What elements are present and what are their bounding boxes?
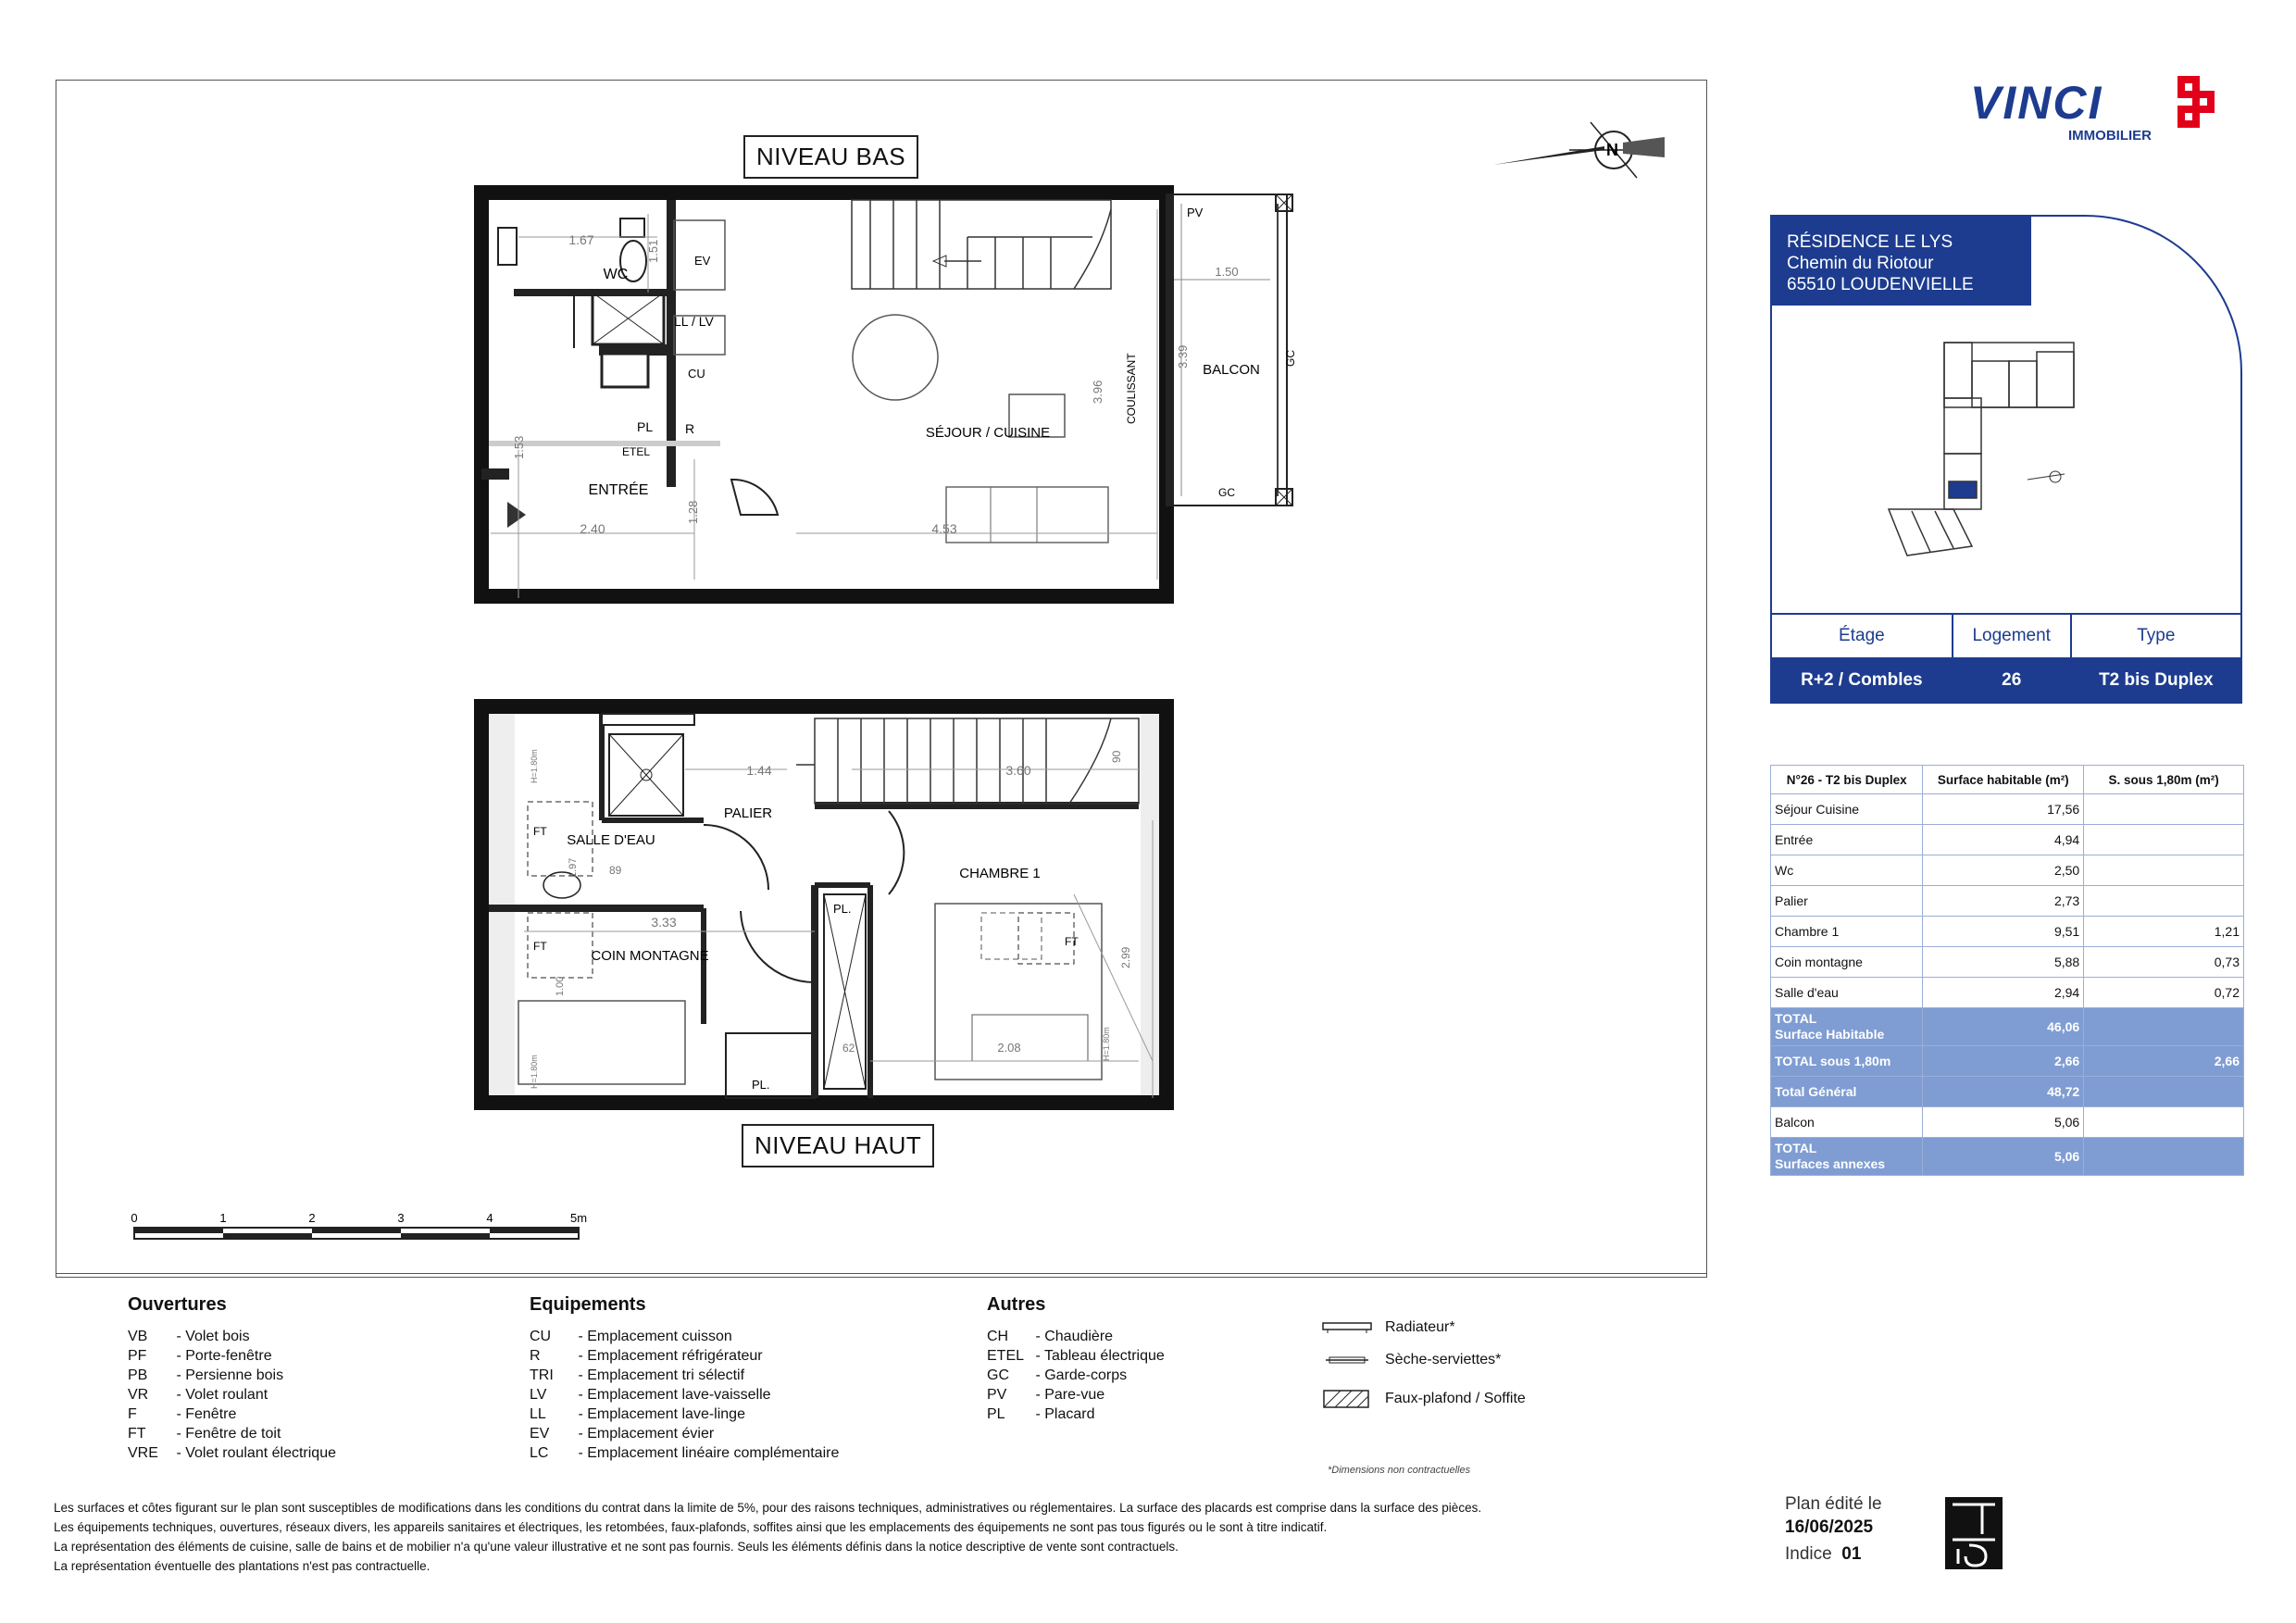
seche-serviettes-icon [1322,1354,1372,1367]
total-hab-line1: TOTAL [1775,1011,1817,1026]
balcon-value: 5,06 [1923,1107,2084,1138]
faux-plafond-icon [1322,1389,1372,1409]
autre-code: PL [987,1406,1005,1422]
label-ft-chambre: FT [1065,935,1079,948]
legend-ouvertures-title: Ouvertures [128,1294,227,1315]
surface-row [1771,978,2244,1008]
surface-row [1771,947,2244,978]
residence-name: RÉSIDENCE LE LYS [1787,232,1953,252]
dim-4-53: 4.53 [931,521,957,536]
ouverture-label: Fenêtre [185,1406,237,1422]
ouverture-item: PB - Persienne bois [128,1367,284,1383]
surface-habitable: 5,88 [1923,947,2084,978]
total-annexes-row [1771,1138,2244,1176]
dim-90: 90 [1110,750,1123,763]
equipement-label: Emplacement lave-linge [587,1406,745,1422]
radiateur-icon [1322,1321,1372,1334]
legend-seche-label: Sèche-serviettes* [1385,1352,1502,1367]
legend-faux-label: Faux-plafond / Soffite [1385,1391,1526,1406]
ouverture-item: VB - Volet bois [128,1329,250,1344]
equipement-label: Emplacement cuisson [587,1329,732,1344]
equipement-item: TRI - Emplacement tri sélectif [530,1367,745,1383]
surface-habitable: 17,56 [1923,794,2084,825]
surface-sous: 1,21 [2084,917,2244,947]
surface-sous: 0,73 [2084,947,2244,978]
dim-1-53: 1.53 [512,435,526,459]
dim-62: 62 [842,1042,855,1055]
ouverture-code: PF [128,1348,147,1364]
legend-radiateur [1322,1315,1526,1341]
residence-header [1770,215,2031,306]
architect-stamp-icon [1945,1497,2003,1569]
surface-sous [2084,886,2244,917]
total-annexes-line2: Surfaces annexes [1775,1156,1886,1171]
equipement-code: LC [530,1445,549,1461]
level-high-label: NIVEAU HAUT [742,1124,934,1167]
info-value-logement: 26 [1953,658,2071,703]
total-sous-row [1771,1046,2244,1077]
label-pl-bottom: PL. [752,1078,770,1092]
legend-seche [1322,1341,1526,1380]
surface-habitable: 9,51 [1923,917,2084,947]
dimensions-note: *Dimensions non contractuelles [1328,1465,1471,1476]
scale-tick-5: 5m [569,1211,588,1225]
disclaimer-line: La représentation éventuelle des plantations n'est pas contractuelle. [54,1559,430,1573]
scale-tick-0: 0 [131,1211,138,1225]
ouverture-label: Volet roulant électrique [185,1445,336,1461]
surface-room: Coin montagne [1771,947,1923,978]
equipement-label: Emplacement réfrigérateur [587,1348,763,1364]
dim-3-96: 3.96 [1091,380,1104,404]
legend-symbols [1322,1315,1526,1418]
autre-code: CH [987,1329,1009,1344]
surface-room: Entrée [1771,825,1923,855]
equipement-code: R [530,1348,541,1364]
equipement-label: Emplacement linéaire complémentaire [587,1445,840,1461]
ouverture-label: Volet roulant [185,1387,268,1403]
surface-room: Salle d'eau [1771,978,1923,1008]
residence-city: 65510 LOUDENVIELLE [1787,275,1974,294]
label-ft-sde: FT [533,825,547,838]
dim-1-00: 1.00 [555,976,566,996]
equipement-item: LV - Emplacement lave-vaisselle [530,1387,771,1403]
surface-room: Wc [1771,855,1923,886]
vinci-logo [1970,76,2152,144]
surface-sous: 0,72 [2084,978,2244,1008]
autre-label: Garde-corps [1044,1367,1128,1383]
ouverture-label: Porte-fenêtre [185,1348,272,1364]
equipement-item: LC - Emplacement linéaire complémentaire [530,1445,840,1461]
room-pl: PL [637,419,654,434]
surf-header-unit: N°26 - T2 bis Duplex [1771,766,1923,794]
surface-sous [2084,794,2244,825]
dim-1-97: 1.97 [568,857,579,878]
surface-habitable: 4,94 [1923,825,2084,855]
room-wc: WC [603,267,629,282]
total-sous-value2: 2,66 [2084,1046,2244,1077]
disclaimer-line: Les surfaces et côtes figurant sur le plan sont susceptibles de modifications dans les conditions du contrat dans la limite de 5%, pour des raisons techniques, administratives ou réglementaires. La surface des placards est comprise dans la surface des pièces. [54,1501,1482,1515]
autre-label: Pare-vue [1044,1387,1105,1403]
total-habitable-row [1771,1008,2244,1046]
room-ll-lv: LL / LV [674,314,714,329]
equipement-code: LL [530,1406,546,1422]
autre-item: ETEL - Tableau électrique [987,1348,1165,1364]
svg-text:N: N [1606,141,1618,159]
dim-2-40: 2.40 [580,521,605,536]
scale-bar [131,1211,587,1239]
upper-level-plan [481,706,1167,1103]
disclaimer-line: Les équipements techniques, ouvertures, réseaux divers, les appareils sanitaires et électriques, les retombées, faux-plafonds, soffites ainsi que les emplacements des équipements ne sont pas tous figurés ou le sont à titre indicatif. [54,1520,1328,1534]
ouverture-code: VRE [128,1445,158,1461]
room-etel: ETEL [622,445,651,458]
room-ev: EV [694,254,711,268]
equipement-item: R - Emplacement réfrigérateur [530,1348,763,1364]
equipement-code: TRI [530,1367,554,1383]
info-header-type: Type [2071,614,2241,658]
room-r: R [685,421,695,436]
disclaimer-line: La représentation des éléments de cuisine, salle de bains et de mobilier n'a qu'une valeur illustrative et ne sont pas fournis. Seuls les éléments définis dans la notice descriptive de vente sont contractuels. [54,1540,1179,1554]
surface-row [1771,886,2244,917]
dim-2-08: 2.08 [997,1041,1021,1055]
autre-label: Chaudière [1044,1329,1114,1344]
autre-code: PV [987,1387,1007,1403]
surface-row [1771,917,2244,947]
surface-room: Chambre 1 [1771,917,1923,947]
brand-name: VINCI [1970,77,2103,129]
room-entree: ENTRÉE [588,482,649,498]
h180-c: H=1.80m [1102,1027,1111,1061]
scale-tick-4: 4 [486,1211,493,1225]
room-balcon: BALCON [1203,362,1260,378]
legend-ouvertures [128,1294,336,1463]
dim-3-39: 3.39 [1176,344,1190,368]
equipement-code: CU [530,1329,552,1344]
autre-item: PV - Pare-vue [987,1387,1105,1403]
ouverture-label: Fenêtre de toit [185,1426,281,1442]
surface-habitable: 2,94 [1923,978,2084,1008]
edition-info [1785,1492,1882,1566]
equipement-label: Emplacement tri sélectif [587,1367,745,1383]
label-coulissant: COULISSANT [1125,353,1138,424]
info-value-etage: R+2 / Combles [1771,658,1953,703]
scale-tick-1: 1 [219,1211,227,1225]
equipement-item: EV - Emplacement évier [530,1426,715,1442]
ouverture-item: F - Fenêtre [128,1406,237,1422]
legend-autres-title: Autres [987,1294,1046,1315]
ouverture-code: VB [128,1329,148,1344]
legend-autres [987,1294,1165,1424]
ouverture-code: PB [128,1367,148,1383]
autre-item: CH - Chaudière [987,1329,1114,1344]
ouverture-item: VRE - Volet roulant électrique [128,1445,336,1461]
legend-radiateur-label: Radiateur* [1385,1319,1455,1335]
equipement-code: EV [530,1426,550,1442]
dim-3-60: 3.60 [1005,763,1031,778]
equipement-label: Emplacement lave-vaisselle [587,1387,771,1403]
balcon-row [1771,1107,2244,1138]
surface-habitable: 2,73 [1923,886,2084,917]
info-header-etage: Étage [1771,614,1953,658]
total-hab-value: 46,06 [1923,1008,2084,1046]
unit-info-table [1770,613,2242,704]
room-palier: PALIER [723,805,773,821]
autre-code: GC [987,1367,1009,1383]
equipement-code: LV [530,1387,547,1403]
autre-label: Tableau électrique [1043,1348,1165,1364]
ouverture-item: FT - Fenêtre de toit [128,1426,281,1442]
level-low-label: NIVEAU BAS [743,135,918,179]
ouverture-label: Persienne bois [185,1367,284,1383]
total-sous-label: TOTAL sous 1,80m [1771,1046,1923,1077]
surface-sous [2084,825,2244,855]
edition-date: 16/06/2025 [1785,1517,1874,1537]
dim-1-50: 1.50 [1215,265,1239,279]
total-general-row [1771,1077,2244,1107]
label-pv: PV [1187,206,1204,219]
floor-plan-drawing [56,80,1707,1274]
room-salle-eau: SALLE D'EAU [567,832,655,848]
indice-value: 01 [1841,1544,1862,1564]
info-header-logement: Logement [1953,614,2071,658]
equipement-item: LL - Emplacement lave-linge [530,1406,745,1422]
dim-3-33: 3.33 [651,915,677,930]
surf-header-sous: S. sous 1,80m (m²) [2084,766,2244,794]
label-gc-side: GC [1284,350,1297,367]
autre-item: PL - Placard [987,1406,1095,1422]
label-gc-bottom: GC [1218,486,1235,499]
ouverture-code: VR [128,1387,149,1403]
h180-a: H=1.80m [530,749,539,783]
equipement-item: CU - Emplacement cuisson [530,1329,732,1344]
equipement-label: Emplacement évier [587,1426,715,1442]
surface-row [1771,794,2244,825]
brand-sub: IMMOBILIER [2068,128,2152,144]
vinci-cross-icon [2165,74,2220,139]
dim-1-44: 1.44 [746,763,772,778]
surface-room: Séjour Cuisine [1771,794,1923,825]
legend-equipements-title: Equipements [530,1294,646,1315]
dim-89: 89 [609,864,622,877]
surfaces-table [1770,765,2244,1176]
label-ft-coin: FT [533,940,547,953]
surface-row [1771,855,2244,886]
total-gen-label: Total Général [1771,1077,1923,1107]
balcon-label: Balcon [1771,1107,1923,1138]
surface-sous [2084,855,2244,886]
info-value-type: T2 bis Duplex [2071,658,2241,703]
dim-1-28: 1.28 [686,500,700,524]
surf-header-habitable: Surface habitable (m²) [1923,766,2084,794]
label-pl-top: PL. [833,902,852,916]
total-sous-value: 2,66 [1923,1046,2084,1077]
scale-tick-2: 2 [308,1211,316,1225]
total-annexes-value: 5,06 [1923,1138,2084,1176]
room-chambre-1: CHAMBRE 1 [959,866,1041,881]
legend-equipements [530,1294,839,1463]
room-sejour-cuisine: SÉJOUR / CUISINE [925,425,1051,441]
dim-1-51: 1.51 [646,239,660,263]
room-cu: CU [688,367,705,381]
autre-code: ETEL [987,1348,1025,1364]
surface-room: Palier [1771,886,1923,917]
ouverture-item: PF - Porte-fenêtre [128,1348,272,1364]
surface-habitable: 2,50 [1923,855,2084,886]
room-coin-montagne: COIN MONTAGNE [591,948,709,964]
dim-2-99: 2.99 [1119,946,1132,968]
dim-1-67: 1.67 [568,232,594,247]
surface-row [1771,825,2244,855]
legend-faux [1322,1380,1526,1418]
h180-b: H=1.80m [530,1055,539,1089]
ouverture-label: Volet bois [185,1329,250,1344]
ouverture-code: FT [128,1426,146,1442]
edition-label: Plan édité le [1785,1494,1882,1514]
residence-street: Chemin du Riotour [1787,254,1934,273]
site-plan-thumbnail [1870,333,2092,574]
autre-item: GC - Garde-corps [987,1367,1128,1383]
autre-label: Placard [1044,1406,1095,1422]
north-arrow-icon [1493,122,1665,178]
ouverture-code: F [128,1406,137,1422]
indice-label: Indice [1785,1544,1832,1564]
total-annexes-line1: TOTAL [1775,1141,1817,1155]
total-gen-value: 48,72 [1923,1077,2084,1107]
disclaimer [54,1498,1720,1576]
total-hab-line2: Surface Habitable [1775,1027,1885,1042]
ouverture-item: VR - Volet roulant [128,1387,268,1403]
lower-level-plan [481,193,1297,598]
scale-tick-3: 3 [397,1211,405,1225]
